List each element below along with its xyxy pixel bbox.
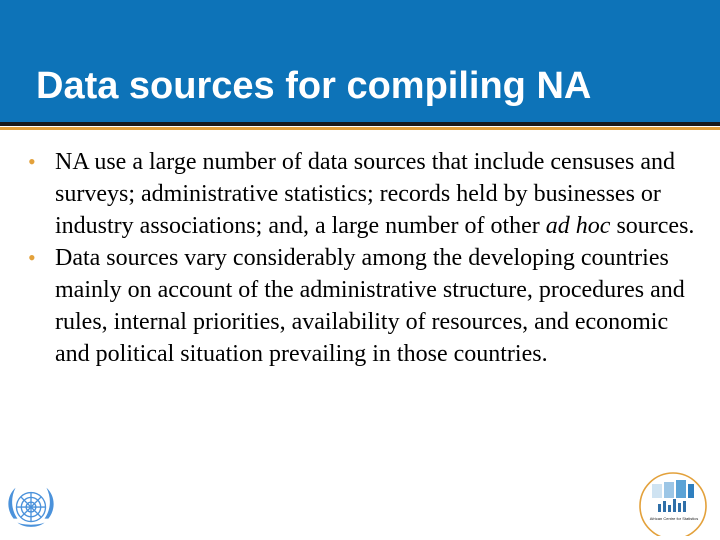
bullet-item [28, 146, 698, 242]
bullet-italic-text: ad hoc [545, 213, 611, 239]
bullet-text-end: sources. [610, 213, 695, 239]
bullet-marker-icon: • [28, 149, 36, 174]
title-rule-gold [0, 127, 720, 130]
title-banner [0, 0, 720, 122]
title-rule-dark [0, 122, 720, 126]
bullet-list [28, 146, 698, 370]
un-emblem-icon [2, 480, 60, 538]
slide-title: Data sources for compiling NA [36, 65, 592, 107]
bullet-item [28, 242, 698, 370]
bullet-marker-icon: • [28, 245, 36, 270]
african-centre-for-statistics-logo-icon [636, 472, 710, 536]
bullet-text: Data sources vary considerably among the developing countries mainly on account of the administrative structure, procedures and rules, internal priorities, availability of resources, and economic and political situation prevailing in those countries. [55, 245, 685, 367]
bullet-text: NA use a large number of data sources that include censuses and surveys; administrative statistics; records held by businesses or industry associations; and, a large number of other [55, 149, 676, 239]
center-logo-caption: African Centre for Statistics [649, 516, 699, 521]
